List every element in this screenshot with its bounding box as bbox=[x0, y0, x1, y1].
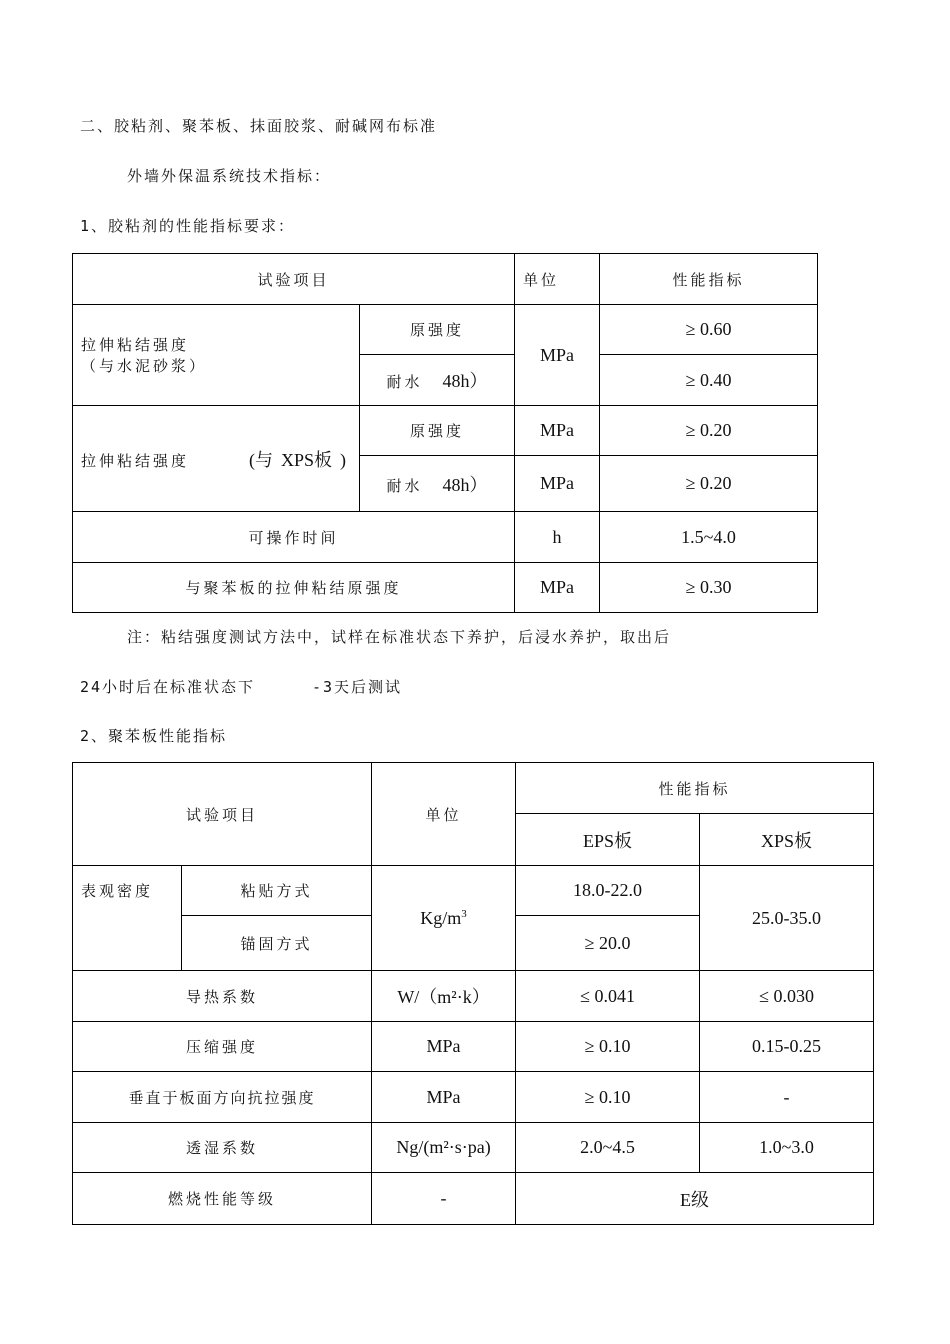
t2-header-eps: EPS板 bbox=[516, 814, 700, 866]
note-line-2b: -3天后测试 bbox=[312, 678, 403, 696]
density-xps: 25.0-35.0 bbox=[700, 866, 874, 971]
row-tensile-xps: - bbox=[700, 1072, 874, 1123]
header-item: 试验项目 bbox=[73, 254, 515, 305]
cond-water-xps: 耐水 48h） bbox=[360, 456, 515, 512]
row-label-xps: 拉伸粘结强度 (与 XPS板 ) bbox=[73, 406, 360, 512]
row-thermal-eps: ≤ 0.041 bbox=[516, 971, 700, 1022]
row-vapor-label: 透湿系数 bbox=[73, 1123, 372, 1173]
row-label-time: 可操作时间 bbox=[73, 512, 515, 563]
row-tensile-label: 垂直于板面方向抗拉强度 bbox=[73, 1072, 372, 1123]
row-thermal-xps: ≤ 0.030 bbox=[700, 971, 874, 1022]
unit-time: h bbox=[515, 512, 600, 563]
row-compress-xps: 0.15-0.25 bbox=[700, 1022, 874, 1072]
t2-header-unit: 单位 bbox=[372, 763, 516, 866]
header-unit: 单位 bbox=[515, 254, 600, 305]
cond-original-xps: 原强度 bbox=[360, 406, 515, 456]
heading-adhesive-section: 1、胶粘剂的性能指标要求： bbox=[80, 217, 296, 235]
t2-header-item: 试验项目 bbox=[73, 763, 372, 866]
header-value: 性能指标 bbox=[600, 254, 818, 305]
value-cement-water: ≥ 0.40 bbox=[600, 355, 818, 406]
row-fire-label: 燃烧性能等级 bbox=[73, 1173, 372, 1225]
eps-table bbox=[72, 762, 874, 1225]
row-tensile-unit: MPa bbox=[372, 1072, 516, 1123]
value-xps-original: ≥ 0.20 bbox=[600, 406, 818, 456]
note-line-2a: 24小时后在标准状态下 bbox=[80, 678, 256, 696]
adhesive-table bbox=[72, 253, 818, 613]
cond-original: 原强度 bbox=[360, 305, 515, 355]
heading-system-indicators: 外墙外保温系统技术指标： bbox=[127, 167, 332, 185]
row-vapor-eps: 2.0~4.5 bbox=[516, 1123, 700, 1173]
row-vapor-xps: 1.0~3.0 bbox=[700, 1123, 874, 1173]
density-eps-bond: 18.0-22.0 bbox=[516, 866, 700, 916]
unit-xps-original: MPa bbox=[515, 406, 600, 456]
heading-eps-section: 2、聚苯板性能指标 bbox=[80, 727, 228, 745]
value-bond: ≥ 0.30 bbox=[600, 563, 818, 613]
note-line-1: 注：粘结强度测试方法中，试样在标准状态下养护，后浸水养护，取出后 bbox=[127, 628, 672, 646]
cond-water: 耐水 48h） bbox=[360, 355, 515, 406]
density-eps-anchor: ≥ 20.0 bbox=[516, 916, 700, 971]
value-time: 1.5~4.0 bbox=[600, 512, 818, 563]
row-compress-label: 压缩强度 bbox=[73, 1022, 372, 1072]
row-fire-value: E级 bbox=[516, 1173, 874, 1225]
row-compress-eps: ≥ 0.10 bbox=[516, 1022, 700, 1072]
row-fire-unit: - bbox=[372, 1173, 516, 1225]
t2-header-value: 性能指标 bbox=[516, 763, 874, 814]
density-label: 表观密度 bbox=[73, 866, 182, 971]
row-label-cement: 拉伸粘结强度（与水泥砂浆） bbox=[73, 305, 360, 406]
value-cement-original: ≥ 0.60 bbox=[600, 305, 818, 355]
row-label-bond: 与聚苯板的拉伸粘结原强度 bbox=[73, 563, 515, 613]
row-thermal-unit: W/（m²·k） bbox=[372, 971, 516, 1022]
unit-bond: MPa bbox=[515, 563, 600, 613]
row-tensile-eps: ≥ 0.10 bbox=[516, 1072, 700, 1123]
density-unit: $Kg/m^3$ bbox=[372, 866, 516, 971]
heading-standards: 二、胶粘剂、聚苯板、抹面胶浆、耐碱网布标准 bbox=[80, 117, 438, 135]
unit-cement: MPa bbox=[515, 305, 600, 406]
density-sub-bond: 粘贴方式 bbox=[182, 866, 372, 916]
row-vapor-unit: Ng/(m²·s·pa) bbox=[372, 1123, 516, 1173]
value-xps-water: ≥ 0.20 bbox=[600, 456, 818, 512]
density-sub-anchor: 锚固方式 bbox=[182, 916, 372, 971]
row-compress-unit: MPa bbox=[372, 1022, 516, 1072]
t2-header-xps: XPS板 bbox=[700, 814, 874, 866]
row-thermal-label: 导热系数 bbox=[73, 971, 372, 1022]
unit-xps-water: MPa bbox=[515, 456, 600, 512]
